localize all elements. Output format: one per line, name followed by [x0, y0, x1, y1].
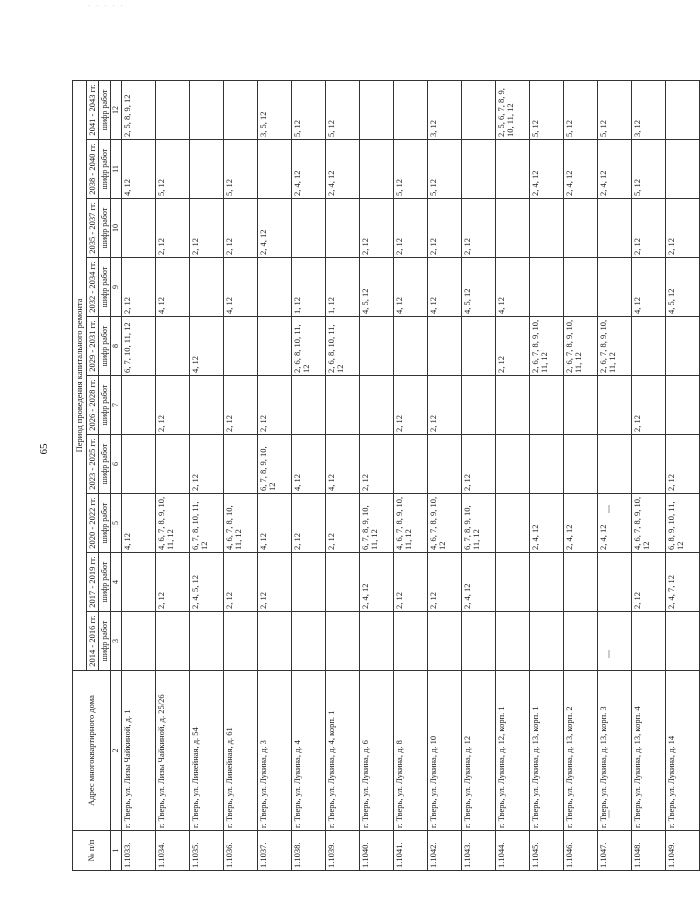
work-code-cell: 2, 12	[462, 199, 496, 258]
work-code-cell	[360, 317, 394, 376]
row-address: г. Тверь, ул. Лукина, д. 13, корп. 4	[632, 671, 666, 831]
work-code-cell	[360, 80, 394, 139]
work-code-cell: 2, 6, 7, 8, 9, 10, 11, 12	[530, 317, 564, 376]
row-address: г. Тверь, ул. Лукина, д. 6	[360, 671, 394, 831]
work-code-cell	[496, 199, 530, 258]
work-code-cell	[496, 553, 530, 612]
work-code-header: шифр работ	[99, 199, 111, 258]
work-code-cell	[496, 494, 530, 553]
work-code-cell	[496, 435, 530, 494]
work-code-cell	[564, 612, 598, 671]
work-code-cell	[564, 435, 598, 494]
row-address: г. Тверь, ул. Лукина, д. 10	[428, 671, 462, 831]
work-code-cell: 5, 12	[292, 80, 326, 139]
page-number: 65	[38, 443, 50, 455]
work-code-header: шифр работ	[99, 553, 111, 612]
work-code-cell: 6, 7, 8, 9, 10, 12	[258, 435, 292, 494]
row-number: 1.1035.	[190, 831, 224, 871]
work-code-header: шифр работ	[99, 80, 111, 139]
work-code-cell: 2, 12	[462, 435, 496, 494]
work-code-cell: 2, 4, 5, 12	[190, 553, 224, 612]
year-range-header: 2020 - 2022 гг.	[87, 494, 99, 553]
work-code-cell: 2, 5, 6, 7, 8, 9, 10, 11, 12	[496, 80, 530, 139]
work-code-cell: 4, 12	[122, 140, 156, 199]
work-code-cell: 6, 7, 8, 9, 10, 11, 12	[360, 494, 394, 553]
table-row	[462, 80, 496, 870]
repair-schedule-table	[72, 80, 700, 871]
work-code-cell: 5, 12	[394, 140, 428, 199]
year-range-header: 2038 - 2040 гг.	[87, 140, 99, 199]
work-code-cell	[190, 612, 224, 671]
work-code-header: шифр работ	[99, 612, 111, 671]
work-code-cell	[564, 258, 598, 317]
work-code-cell	[666, 80, 700, 139]
work-code-cell	[530, 612, 564, 671]
work-code-cell	[394, 435, 428, 494]
work-code-cell: 2, 12	[360, 435, 394, 494]
work-code-cell	[360, 612, 394, 671]
work-code-cell: 2, 12	[156, 553, 190, 612]
year-range-header: 2023 - 2025 гг.	[87, 435, 99, 494]
work-code-cell: 2, 4, 12	[564, 140, 598, 199]
work-code-cell	[530, 553, 564, 612]
work-code-cell	[326, 376, 360, 435]
work-code-cell: 4, 12	[428, 258, 462, 317]
row-number: 1.1039.	[326, 831, 360, 871]
work-code-cell: 4, 12	[156, 258, 190, 317]
work-code-cell: 2, 4, 12	[530, 140, 564, 199]
row-number: 1.1040.	[360, 831, 394, 871]
year-range-header: 2032 - 2034 гг.	[87, 258, 99, 317]
scan-artifact: · · · · ·	[88, 2, 125, 10]
row-address: г. Тверь, ул. Линейная, д. 61	[224, 671, 258, 831]
row-number: 1.1046.	[564, 831, 598, 871]
row-address: г. Тверь, ул. Лукина, д. 13, корп. 1	[530, 671, 564, 831]
work-code-header: шифр работ	[99, 494, 111, 553]
work-code-cell	[530, 435, 564, 494]
row-address: г. Тверь, ул. Лукина, д. 14	[666, 671, 700, 831]
work-code-cell: 2, 12	[258, 376, 292, 435]
work-code-cell: 5, 12	[326, 80, 360, 139]
work-code-cell	[156, 80, 190, 139]
year-range-header: 2026 - 2028 гг.	[87, 376, 99, 435]
table-row	[666, 80, 700, 870]
row-number: 1.1048.	[632, 831, 666, 871]
work-code-cell: 2, 12	[292, 494, 326, 553]
column-number: 3	[111, 612, 122, 671]
row-number: 1.1033.	[122, 831, 156, 871]
work-code-cell: 4, 12	[224, 258, 258, 317]
work-code-cell: 2, 12	[190, 435, 224, 494]
work-code-cell	[122, 612, 156, 671]
work-code-cell: 2, 4, 12	[598, 140, 632, 199]
work-code-cell	[360, 140, 394, 199]
column-number: 1	[111, 831, 122, 871]
work-code-cell: 2, 12	[394, 553, 428, 612]
table-row	[394, 80, 428, 870]
column-number: 10	[111, 199, 122, 258]
work-code-cell	[394, 80, 428, 139]
rotated-table-wrapper	[72, 81, 685, 871]
work-code-cell	[632, 317, 666, 376]
work-code-cell: 2, 12	[190, 199, 224, 258]
work-code-cell: 6, 8, 9, 10, 11, 12	[666, 494, 700, 553]
work-code-cell: 2, 12	[428, 553, 462, 612]
column-number: 7	[111, 376, 122, 435]
work-code-cell	[258, 258, 292, 317]
work-code-cell	[394, 612, 428, 671]
work-code-cell	[428, 317, 462, 376]
work-code-cell: 2, 12	[394, 199, 428, 258]
work-code-cell: 2, 12	[666, 199, 700, 258]
row-address: г. Тверь, ул. Лукина, д. 4, корп. 1	[326, 671, 360, 831]
row-address: г. Тверь, ул. Лизы Чайкиной, д. 1	[122, 671, 156, 831]
work-code-cell: 2, 12	[632, 553, 666, 612]
work-code-cell: 2, 12	[224, 553, 258, 612]
table-row	[224, 80, 258, 870]
table-row	[326, 80, 360, 870]
work-code-cell	[122, 435, 156, 494]
work-code-cell: 2, 5, 8, 9, 12	[122, 80, 156, 139]
work-code-cell	[326, 199, 360, 258]
work-code-cell: 2, 12	[428, 376, 462, 435]
row-address: г. Тверь, ул. Лукина, д. 4	[292, 671, 326, 831]
row-address: г. Тверь, ул. Лукина, д. 8	[394, 671, 428, 831]
work-code-cell: 2, 4, 12	[564, 494, 598, 553]
work-code-cell	[666, 612, 700, 671]
work-code-cell: 1, 12	[326, 258, 360, 317]
work-code-cell	[190, 376, 224, 435]
work-code-cell	[462, 317, 496, 376]
work-code-cell	[598, 199, 632, 258]
work-code-cell: 2, 12	[326, 494, 360, 553]
work-code-cell: 2, 12	[156, 199, 190, 258]
row-number: 1.1042.	[428, 831, 462, 871]
row-address: г. Тверь, ул. Лукина, д. 13, корп. 2	[564, 671, 598, 831]
work-code-cell: 2, 6, 8, 10, 11, 12	[326, 317, 360, 376]
column-number: 5	[111, 494, 122, 553]
table-row	[156, 80, 190, 870]
work-code-cell: 4, 12	[258, 494, 292, 553]
work-code-cell: 4, 12	[496, 258, 530, 317]
work-code-cell	[360, 376, 394, 435]
work-code-cell	[258, 612, 292, 671]
work-code-cell	[666, 317, 700, 376]
work-code-cell: 2, 12	[258, 553, 292, 612]
work-code-cell: 6, 7, 8, 10, 11, 12	[190, 494, 224, 553]
work-code-cell	[598, 376, 632, 435]
work-code-cell: 4, 6, 7, 8, 9, 10, 11, 12	[394, 494, 428, 553]
work-code-cell: 2, 4, 12	[462, 553, 496, 612]
column-header-number: № п/п	[73, 831, 111, 871]
column-number: 4	[111, 553, 122, 612]
column-number: 11	[111, 140, 122, 199]
work-code-cell	[530, 199, 564, 258]
column-number: 8	[111, 317, 122, 376]
table-row	[598, 80, 632, 870]
year-range-header: 2017 - 2019 гг.	[87, 553, 99, 612]
work-code-cell: 4, 12	[394, 258, 428, 317]
work-code-cell	[190, 80, 224, 139]
column-number: 2	[111, 671, 122, 831]
work-code-cell	[394, 317, 428, 376]
work-code-cell: 2, 6, 7, 8, 9, 10, 11, 12	[564, 317, 598, 376]
year-range-header: 2035 - 2037 гг.	[87, 199, 99, 258]
work-code-cell: 2, 12	[666, 435, 700, 494]
work-code-cell: 2, 4, 12	[292, 140, 326, 199]
work-code-cell: 2, 12	[632, 199, 666, 258]
work-code-cell	[530, 376, 564, 435]
row-number: 1.1047.	[598, 831, 632, 871]
work-code-cell: 4, 6, 7, 8, 10, 11, 12	[224, 494, 258, 553]
work-code-cell: 5, 12	[598, 80, 632, 139]
work-code-cell	[122, 376, 156, 435]
work-code-cell	[156, 435, 190, 494]
work-code-cell: 2, 12	[394, 376, 428, 435]
work-code-header: шифр работ	[99, 258, 111, 317]
work-code-header: шифр работ	[99, 140, 111, 199]
work-code-cell	[122, 199, 156, 258]
work-code-header: шифр работ	[99, 376, 111, 435]
work-code-cell	[462, 140, 496, 199]
row-address: г. Тверь, ул. Линейная, д. 54	[190, 671, 224, 831]
work-code-cell	[326, 553, 360, 612]
work-code-cell: 2, 12	[632, 376, 666, 435]
work-code-cell: 2, 12	[224, 199, 258, 258]
work-code-cell	[224, 435, 258, 494]
row-address: г. Тверь, ул. Лизы Чайкиной, д. 25/26	[156, 671, 190, 831]
work-code-cell: 2, 6, 7, 8, 9, 10, 11, 12	[598, 317, 632, 376]
work-code-cell: 3, 12	[632, 80, 666, 139]
work-code-cell: 5, 12	[530, 80, 564, 139]
work-code-cell	[462, 80, 496, 139]
table-row	[496, 80, 530, 870]
work-code-cell	[190, 258, 224, 317]
work-code-cell: 5, 12	[156, 140, 190, 199]
work-code-cell	[598, 612, 632, 671]
work-code-header: шифр работ	[99, 317, 111, 376]
work-code-cell: 2, 4, 7, 12	[666, 553, 700, 612]
work-code-cell: 4, 12	[292, 435, 326, 494]
work-code-cell	[292, 553, 326, 612]
work-code-cell	[564, 553, 598, 612]
column-number: 9	[111, 258, 122, 317]
work-code-cell	[666, 140, 700, 199]
row-number: 1.1037.	[258, 831, 292, 871]
work-code-cell: 4, 5, 12	[666, 258, 700, 317]
work-code-cell	[258, 317, 292, 376]
table-row	[292, 80, 326, 870]
work-code-cell	[462, 612, 496, 671]
column-number: 6	[111, 435, 122, 494]
work-code-cell	[496, 612, 530, 671]
work-code-cell: 4, 12	[632, 258, 666, 317]
work-code-cell: 4, 6, 7, 8, 9, 10, 12	[632, 494, 666, 553]
year-range-header: 2014 - 2016 гг.	[87, 612, 99, 671]
table-row	[360, 80, 394, 870]
table-row	[258, 80, 292, 870]
row-number: 1.1043.	[462, 831, 496, 871]
year-range-header: 2041 - 2043 гг.	[87, 80, 99, 139]
work-code-cell	[632, 612, 666, 671]
work-code-cell	[190, 140, 224, 199]
work-code-cell	[564, 376, 598, 435]
work-code-cell: 2, 6, 8, 10, 11, 12	[292, 317, 326, 376]
row-address: г. Тверь, ул. Лукина, д. 12, корп. 1	[496, 671, 530, 831]
column-header-address: Адрес многоквартирного дома	[73, 671, 111, 831]
row-number: 1.1038.	[292, 831, 326, 871]
work-code-cell: 2, 12	[428, 199, 462, 258]
work-code-cell	[598, 258, 632, 317]
row-number: 1.1034.	[156, 831, 190, 871]
year-range-header: 2029 - 2031 гг.	[87, 317, 99, 376]
work-code-cell	[224, 80, 258, 139]
work-code-cell: 2, 12	[224, 376, 258, 435]
row-address: г. Тверь, ул. Лукина, д. 3	[258, 671, 292, 831]
work-code-cell: 5, 12	[564, 80, 598, 139]
row-number: 1.1036.	[224, 831, 258, 871]
row-address: г. Тверь, ул. Лукина, д. 12	[462, 671, 496, 831]
work-code-cell: 6, 7, 10, 11, 12	[122, 317, 156, 376]
work-code-cell: 4, 6, 7, 8, 9, 10, 11, 12	[156, 494, 190, 553]
table-row	[564, 80, 598, 870]
work-code-cell: 2, 12	[496, 317, 530, 376]
work-code-cell	[496, 376, 530, 435]
work-code-cell	[598, 435, 632, 494]
work-code-cell	[292, 199, 326, 258]
work-code-cell: 6, 7, 8, 9, 10, 11, 12	[462, 494, 496, 553]
work-code-cell: 4, 5, 12	[462, 258, 496, 317]
work-code-cell: 3, 12	[428, 80, 462, 139]
work-code-cell: 2, 4, 12	[258, 199, 292, 258]
row-number: 1.1049.	[666, 831, 700, 871]
work-code-cell: 4, 5, 12	[360, 258, 394, 317]
row-number: 1.1045.	[530, 831, 564, 871]
work-code-cell: 2, 4, 12	[326, 140, 360, 199]
column-number: 12	[111, 80, 122, 139]
work-code-cell	[462, 376, 496, 435]
work-code-cell: 2, 4, 12	[530, 494, 564, 553]
row-number: 1.1044.	[496, 831, 530, 871]
row-address: г. Тверь, ул. Лукина, д. 13, корп. 3	[598, 671, 632, 831]
work-code-cell: 4, 12	[122, 494, 156, 553]
work-code-cell	[326, 612, 360, 671]
table-row	[190, 80, 224, 870]
work-code-cell: 4, 12	[326, 435, 360, 494]
work-code-cell: 4, 6, 7, 8, 9, 10, 12	[428, 494, 462, 553]
work-code-cell: 4, 12	[190, 317, 224, 376]
work-code-cell: 2, 12	[122, 258, 156, 317]
table-row	[428, 80, 462, 870]
work-code-cell	[428, 435, 462, 494]
work-code-cell	[122, 553, 156, 612]
work-code-header: шифр работ	[99, 435, 111, 494]
work-code-cell	[496, 140, 530, 199]
work-code-cell	[224, 317, 258, 376]
work-code-cell	[156, 612, 190, 671]
work-code-cell	[564, 199, 598, 258]
work-code-cell	[666, 376, 700, 435]
work-code-cell	[156, 317, 190, 376]
work-code-cell: 3, 5, 12	[258, 80, 292, 139]
table-row	[530, 80, 564, 870]
work-code-cell	[598, 553, 632, 612]
table-row	[122, 80, 156, 870]
work-code-cell	[292, 612, 326, 671]
work-code-cell: 2, 4, 12	[360, 553, 394, 612]
work-code-cell: 5, 12	[224, 140, 258, 199]
work-code-cell: 2, 4, 12	[598, 494, 632, 553]
work-code-cell: 2, 12	[360, 199, 394, 258]
work-code-cell	[224, 612, 258, 671]
work-code-cell: 2, 12	[156, 376, 190, 435]
work-code-cell	[530, 258, 564, 317]
table-row	[632, 80, 666, 870]
work-code-cell	[428, 612, 462, 671]
work-code-cell: 1, 12	[292, 258, 326, 317]
work-code-cell: 5, 12	[428, 140, 462, 199]
work-code-cell	[292, 376, 326, 435]
work-code-cell	[258, 140, 292, 199]
column-header-period: Период проведения капитального ремонта	[73, 80, 87, 670]
row-number: 1.1041.	[394, 831, 428, 871]
work-code-cell: 5, 12	[632, 140, 666, 199]
work-code-cell	[632, 435, 666, 494]
